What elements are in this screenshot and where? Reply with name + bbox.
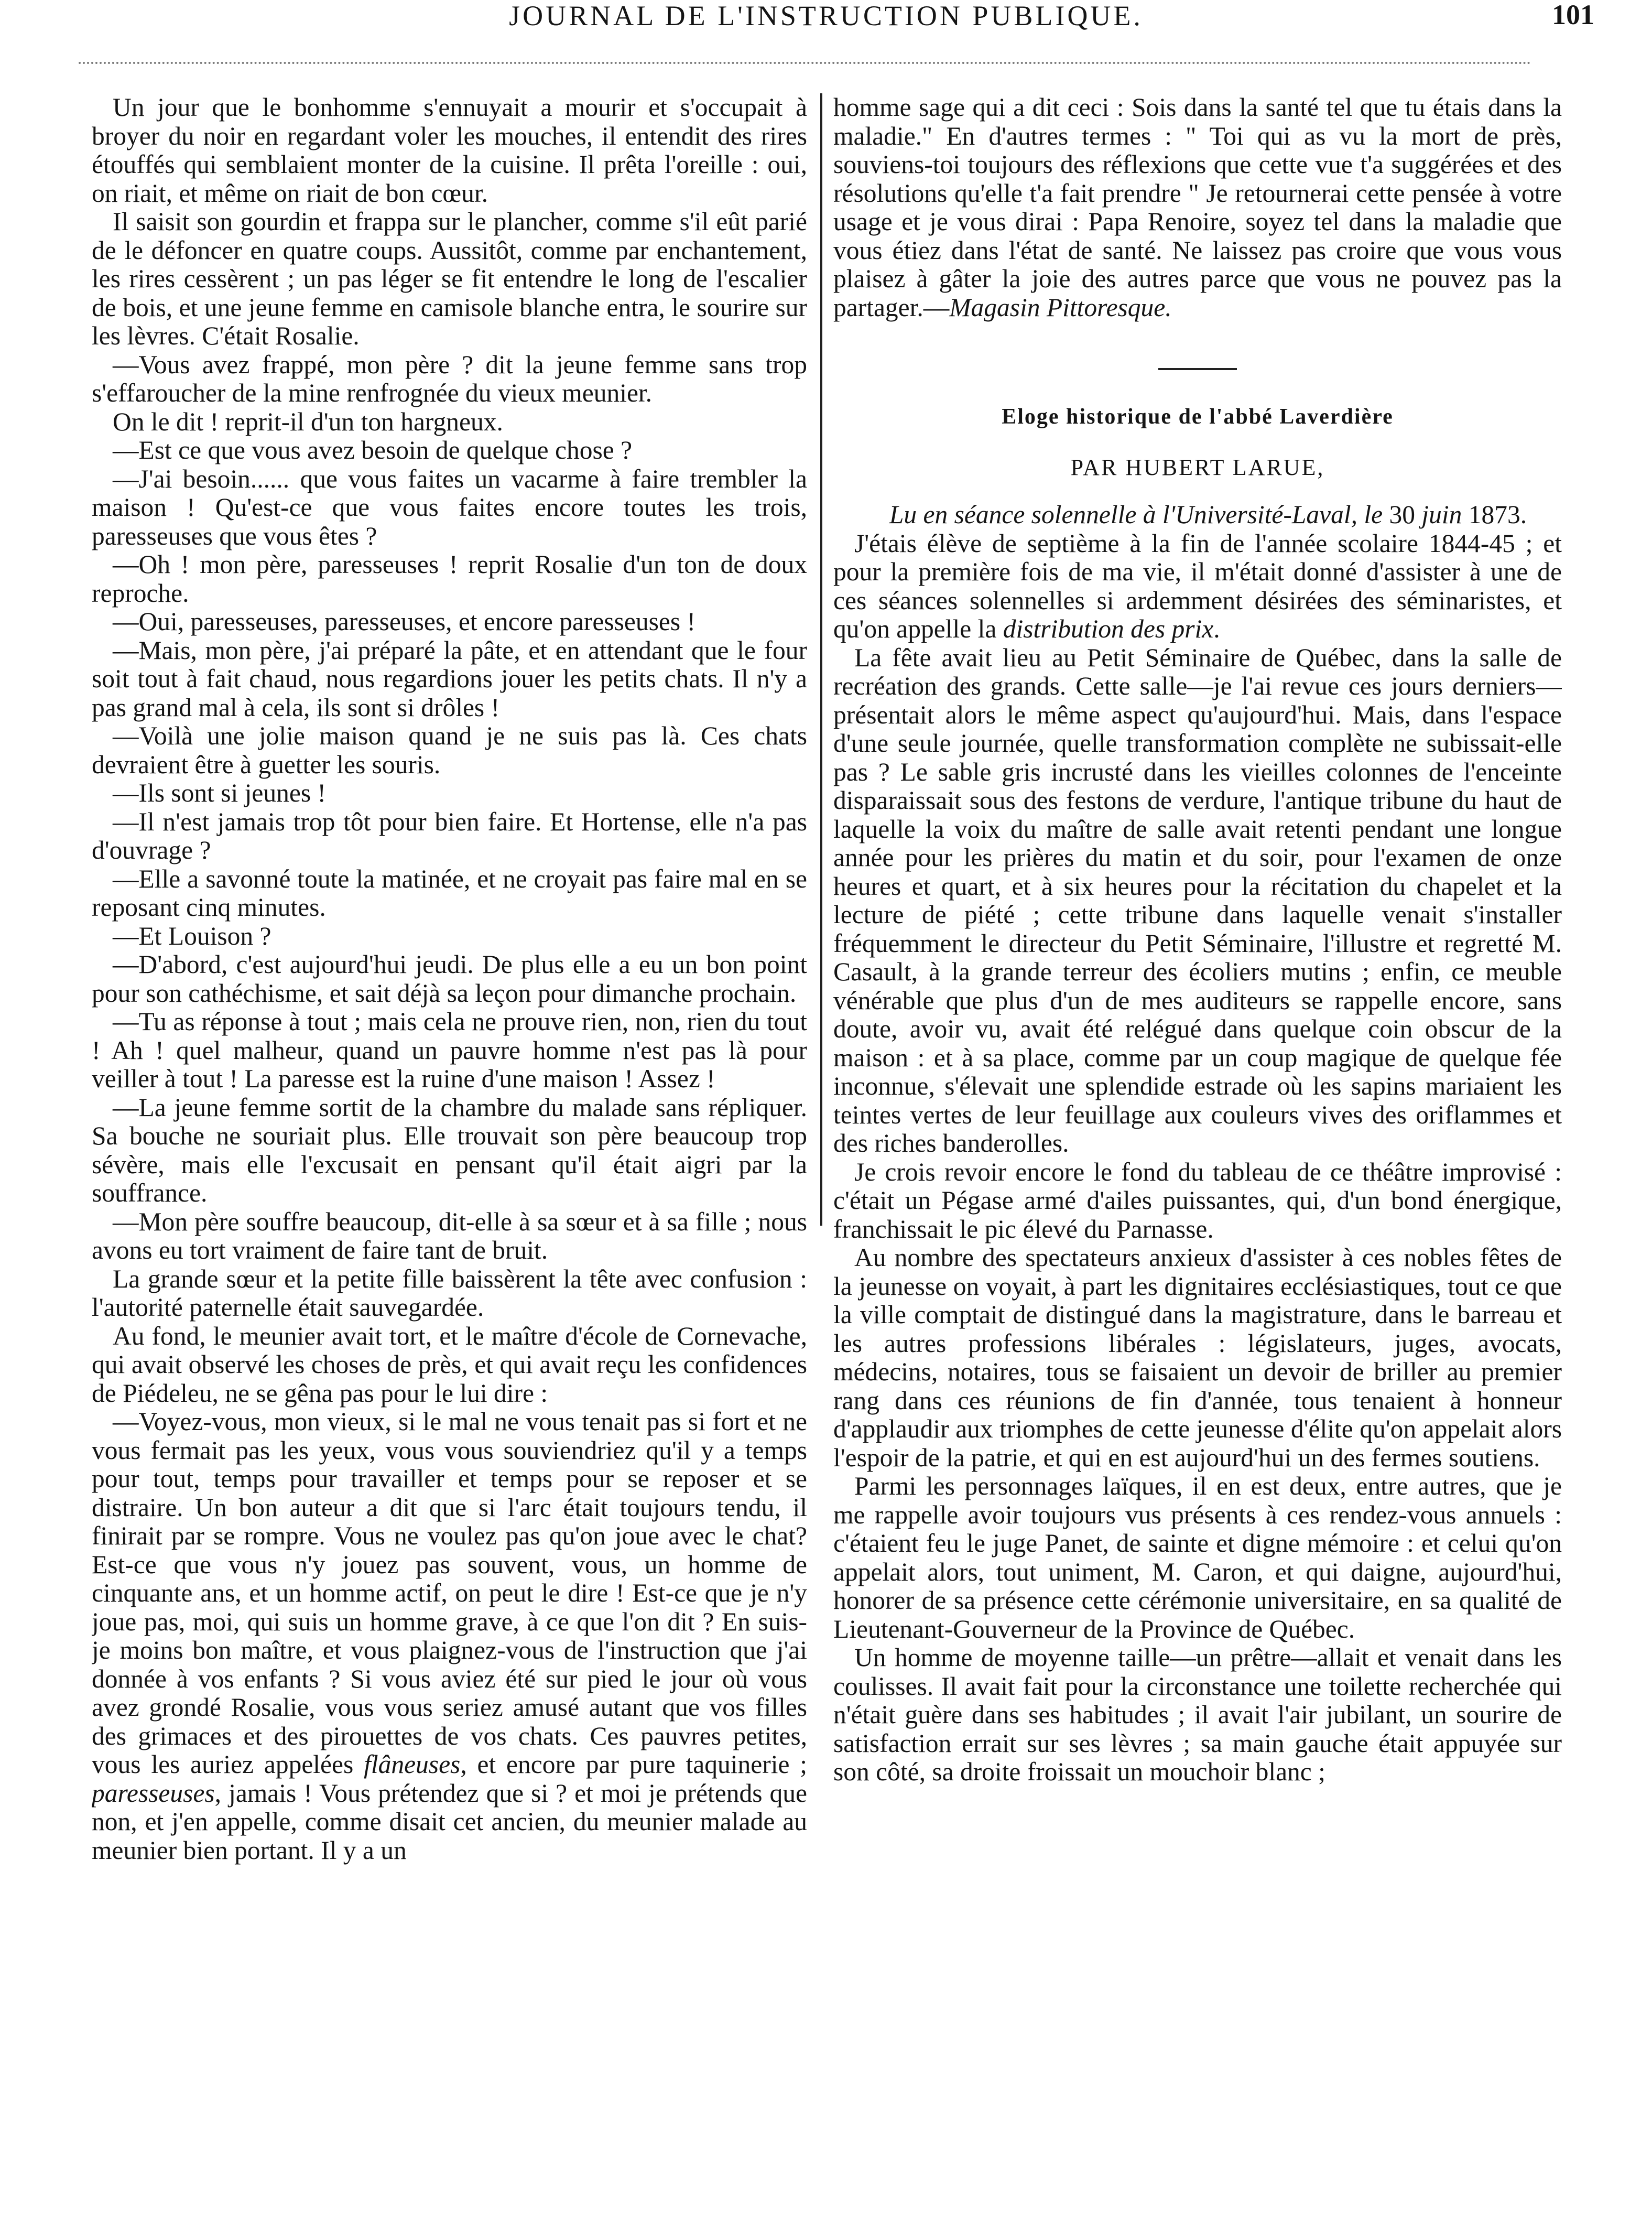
paragraph: —J'ai besoin...... que vous faites un vacarme à faire trembler la maison ! Qu'est-ce que vous faites encore toutes les trois, paresseuses que vous êtes ? <box>92 464 807 550</box>
paragraph-text: homme sage qui a dit ceci : Sois dans la santé tel que tu étais dans la maladie." En d'autres termes : " Toi qui as vu la mort de près, souviens-toi toujours des réflexions que cette vue t'a suggérées et des résolutions qu'elle t'a fait prendre " Je retournerai cette pensée à votre usage et je vous dirai : Papa Renoire, soyez tel dans la maladie que vous étiez dans l'état de santé. Ne laissez pas croire que vous vous plaisez à gâter la joie des autres parce que vous ne pouvez pas la partager.— <box>833 93 1562 322</box>
paragraph: —Oui, paresseuses, paresseuses, et encore paresseuses ! <box>113 607 695 636</box>
paragraph: —D'abord, c'est aujourd'hui jeudi. De plus elle a eu un bon point pour son cathéchisme, et sait déjà sa leçon pour dimanche prochain. <box>92 950 807 1008</box>
paragraph-text: , et encore par pure taquinerie ; <box>460 1750 807 1779</box>
paragraph: Au fond, le meunier avait tort, et le maître d'école de Cornevache, qui avait observé les choses de près, et qui avait reçu les confidences de Piédeleu, ne se gêna pas pour le lui dire : <box>92 1321 807 1408</box>
paragraph: La fête avait lieu au Petit Séminaire de Québec, dans la salle de recréation des grands. Cette salle—je l'ai revue ces jours derniers—présentait alors le même aspect qu'aujourd'hui. Mais, dans l'espace d'une seule journée, quelle transformation complète ne subissait-elle pas ? Le sable gris incrusté dans les vieilles colonnes de l'enceinte disparaissait sous des festons de verdure, l'antique tribune du haut de laquelle la voix du maître de salle avait retenti pendant une longue année pour les prières du matin et du soir, pour l'examen de onze heures et quart, et à six heures pour la récitation du chapelet et la lecture de piété ; cette tribune dans laquelle venait s'installer fréquemment le directeur du Petit Séminaire, l'illustre et regretté M. Casault, à la grande terreur des écoliers mutins ; enfin, ce meuble vénérable que plus d'un de mes auditeurs se rappelle encore, sans doute, avoir vu, avait été relégué dans quelque coin obscur de la maison : et à sa place, comme par un coup magique de quelque fée inconnue, s'élevait une splendide estrade où les sapins mariaient les teintes vertes de leur feuillage aux couleurs vives des oriflammes et des riches banderolles. <box>833 643 1562 1158</box>
continued-paragraph <box>833 93 1562 322</box>
paragraph: —Est ce que vous avez besoin de quelque chose ? <box>113 436 633 464</box>
paragraph-text: . <box>1213 614 1220 643</box>
paragraph: —Il n'est jamais trop tôt pour bien faire. Et Hortense, elle n'a pas d'ouvrage ? <box>92 807 807 864</box>
paragraph <box>833 529 1562 644</box>
reading-note-text: Lu en séance solennelle à l'Université-Laval, le <box>889 500 1383 529</box>
paragraph: —Voilà une jolie maison quand je ne suis pas là. Ces chats devraient être à guetter les souris. <box>92 721 807 779</box>
source-credit: Magasin Pittoresque. <box>949 293 1172 322</box>
italic-word: paresseuses <box>92 1778 215 1808</box>
page-number: 101 <box>1552 0 1594 30</box>
paragraph: Un homme de moyenne taille—un prêtre—allait et venait dans les coulisses. Il avait fait pour la circonstance une toilette recherchée qui n'était guère dans ses habitudes ; il avait l'air jubilant, un sourire de satisfaction errait sur ses lèvres ; sa main gauche était appuyée sur son côté, sa droite froissait un mouchoir blanc ; <box>833 1643 1562 1786</box>
header-rule <box>79 62 1531 64</box>
italic-word: flâneuses <box>364 1750 461 1779</box>
section-separator <box>1158 368 1237 370</box>
left-column <box>92 93 807 2201</box>
column-divider <box>820 93 822 1226</box>
paragraph: —Elle a savonné toute la matinée, et ne croyait pas faire mal en se reposant cinq minutes. <box>92 864 807 922</box>
paragraph-text: , jamais ! Vous prétendez que si ? et moi je prétends que non, et j'en appelle, comme disait cet ancien, du meunier malade au meunier bien portant. Il y a un <box>92 1778 807 1865</box>
paragraph-text: J'étais élève de septième à la fin de l'année scolaire 1844-45 ; et pour la première fois de ma vie, il m'était donné d'assister à une de ces séances solennelles si ardemment désirées des séminaristes, et qu'on appelle la <box>833 528 1562 643</box>
paragraph: —Mais, mon père, j'ai préparé la pâte, et en attendant que le four soit tout à fait chaud, nous regardions jouer les petits chats. Il n'y a pas grand mal à cela, ils sont si drôles ! <box>92 635 807 722</box>
paragraph: Il saisit son gourdin et frappa sur le plancher, comme s'il eût parié de le défoncer en quatre coups. Aussitôt, comme par enchantement, les rires cessèrent ; un pas léger se fit entendre le long de l'escalier de bois, et une jeune femme en camisole blanche entra, le sourire sur les lèvres. C'était Rosalie. <box>92 207 807 350</box>
paragraph: —Et Louison ? <box>113 921 271 950</box>
running-title: JOURNAL DE L'INSTRUCTION PUBLIQUE. <box>509 0 1143 31</box>
right-column <box>833 93 1562 2201</box>
reading-note-day: 30 <box>1389 500 1415 529</box>
paragraph: —La jeune femme sortit de la chambre du malade sans répliquer. Sa bouche ne souriait plus. Elle trouvait son père beaucoup trop sévère, mais elle l'excusait en pensant qu'il était aigri par la souffrance. <box>92 1093 807 1207</box>
paragraph: La grande sœur et la petite fille baissèrent la tête avec confusion : l'autorité paternelle était sauvegardée. <box>92 1264 807 1322</box>
article-title: Eloge historique de l'abbé Laverdière <box>1002 405 1394 429</box>
paragraph: —Ils sont si jeunes ! <box>113 778 326 807</box>
paragraph: —Tu as réponse à tout ; mais cela ne prouve rien, non, rien du tout ! Ah ! quel malheur, quand un pauvre homme n'est pas là pour veiller à tout ! La paresse est la ruine d'une maison ! Assez ! <box>92 1007 807 1093</box>
byline: PAR HUBERT LARUE, <box>1070 454 1325 480</box>
reading-note-month: juin <box>1421 500 1462 529</box>
paragraph-last <box>92 1408 807 1865</box>
italic-phrase: distribution des prix <box>1003 614 1214 643</box>
paragraph: Au nombre des spectateurs anxieux d'assister à ces nobles fêtes de la jeunesse on voyait, à part les dignitaires ecclésiastiques, tout ce que la ville comptait de distingué dans la magistrature, dans le barreau et les autres professions libérales : législateurs, juges, avocats, médecins, notaires, tous se faisaient un devoir de briller au premier rang dans ces réunions de fin d'année, tous tenaient à honneur d'applaudir aux triomphes de cette jeunesse d'élite qu'on appelait alors l'espoir de la patrie, et qui en est aujourd'hui un des fermes soutiens. <box>833 1243 1562 1472</box>
page-header <box>0 0 1652 37</box>
paragraph: —Mon père souffre beaucoup, dit-elle à sa sœur et à sa fille ; nous avons eu tort vraiment de faire tant de bruit. <box>92 1207 807 1264</box>
paragraph: —Vous avez frappé, mon père ? dit la jeune femme sans trop s'effaroucher de la mine renfrognée du vieux meunier. <box>92 350 807 407</box>
paragraph: Un jour que le bonhomme s'ennuyait a mourir et s'occupait à broyer du noir en regardant voler les mouches, il entendit des rires étouffés qui semblaient monter de la cuisine. Il prêta l'oreille : oui, on riait, et même on riait de bon cœur. <box>92 93 807 208</box>
paragraph: —Oh ! mon père, paresseuses ! reprit Rosalie d'un ton de doux reproche. <box>92 550 807 608</box>
paragraph: Parmi les personnages laïques, il en est deux, entre autres, que je me rappelle avoir toujours vus présents à ces rendez-vous annuels : c'étaient feu le juge Panet, de sainte et digne mémoire : et celui qu'on appelait alors, tout uniment, M. Caron, et qui daigne, aujourd'hui, honorer de sa présence cette cérémonie universitaire, en sa qualité de Lieutenant-Gouverneur de la Province de Québec. <box>833 1472 1562 1643</box>
reading-note <box>833 501 1562 529</box>
reading-note-year: 1873. <box>1468 500 1527 529</box>
paragraph: Je crois revoir encore le fond du tableau de ce théâtre improvisé : c'était un Pégase armé d'ailes puissantes, qui, d'un bond énergique, franchissait le pic élevé du Parnasse. <box>833 1157 1562 1243</box>
paragraph-text: —Voyez-vous, mon vieux, si le mal ne vous tenait pas si fort et ne vous fermait pas les yeux, vous vous souviendriez qu'il y a temps pour tout, temps pour travailler et temps pour se reposer et se distraire. Un bon auteur a dit que si l'arc était toujours tendu, il finirait par se rompre. Vous ne voulez pas qu'on joue avec le chat? Est-ce que vous n'y jouez pas souvent, vous, un homme de cinquante ans, et un homme actif, on peut le dire ! Est-ce que je n'y joue pas, moi, qui suis un homme grave, à ce que l'on dit ? En suis-je moins bon maître, et vous plaignez-vous de l'instruction que j'ai donnée à vos enfants ? Si vous aviez été sur pied le jour où vous avez grondé Rosalie, vous vous seriez amusé autant que vos filles des grimaces et des pirouettes de vos chats. Ces pauvres petites, vous les auriez appelées <box>92 1407 807 1779</box>
paragraph: On le dit ! reprit-il d'un ton hargneux. <box>113 407 503 436</box>
